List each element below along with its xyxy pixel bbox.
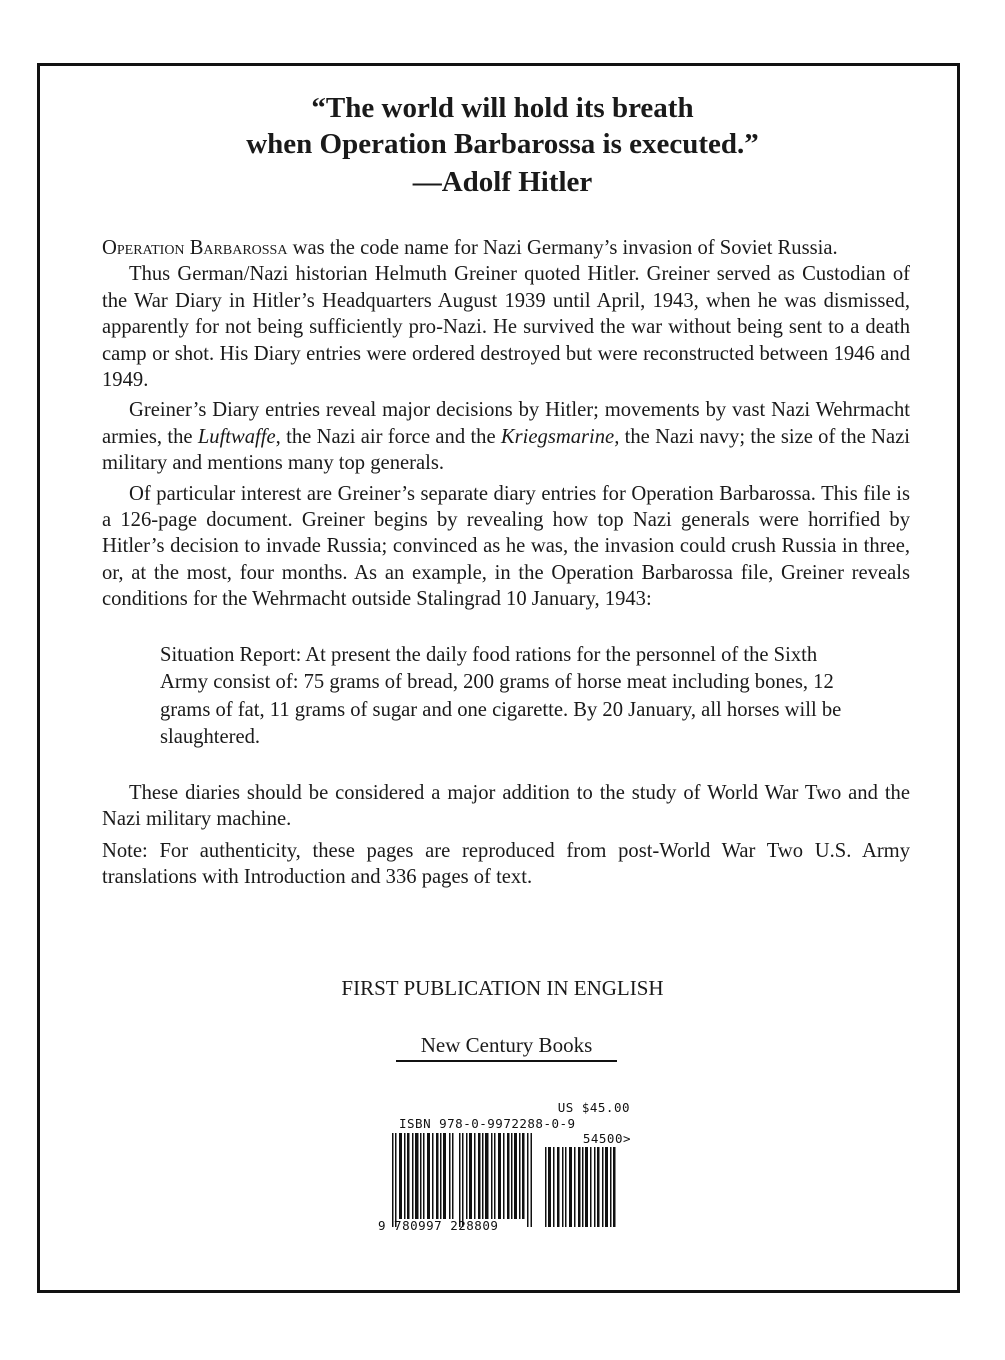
quote-line-1: “The world will hold its breath (311, 92, 694, 124)
description-body (102, 235, 910, 890)
luftwaffe-term: Luftwaffe (197, 425, 276, 448)
paragraph-intro (102, 235, 910, 261)
quote-line-2: when Operation Barbarossa is executed.” (246, 128, 759, 160)
first-publication-label: FIRST PUBLICATION IN ENGLISH (341, 976, 664, 1000)
situation-report-blockquote: Situation Report: At present the daily food rations for the personnel of the Sixth Army consist of: 75 grams of bread, 200 grams of horse meat including bones, 12 grams of fat, 11 grams of sugar and one cigarette. By 20 January, all horses will be slaughtered. (160, 643, 842, 749)
diary-text-b: , the Nazi air force and the (275, 425, 501, 448)
quote-attribution: —Adolf Hitler (412, 166, 593, 198)
barcode-addon-bars-icon (545, 1147, 617, 1227)
barcode-main-bars-icon (392, 1133, 533, 1227)
epigraph-quote (0, 90, 1005, 200)
operation-name-smallcaps: Operation Barbarossa (102, 237, 288, 259)
barcode-price: US $45.00 (557, 1100, 630, 1115)
barcode-isbn: ISBN 978-0-9972288-0-9 (399, 1116, 576, 1131)
paragraph-conclusion: These diaries should be considered a major addition to the study of World War Two and the Nazi military machine. (102, 781, 910, 831)
barcode-addon-code: 54500> (582, 1131, 631, 1146)
paragraph-greiner-background: Thus German/Nazi historian Helmuth Greiner quoted Hitler. Greiner served as Custodian of the War Diary in Hitler’s Headquarters August 1939 until April, 1943, when he was dismissed, apparently for not being sufficiently pro-Nazi. He survived the war without being sent to a death camp or shot. His Diary entries were ordered destroyed but were reconstructed between 1946 and 1949. (102, 263, 910, 392)
paragraph-barbarossa-file: Of particular interest are Greiner’s separate diary entries for Operation Barbarossa. This file is a 126-page document. Greiner begins by revealing how top Nazi generals were horrified by Hitler’s decision to invade Russia; convinced as he was, the invasion could crush Russia in three, or, at the most, four months. As an example, in the Operation Barbarossa file, Greiner reveals conditions for the Wehrmacht outside Stalingrad 10 January, 1943: (102, 482, 910, 611)
diary-text-a: Greiner’s Diary entries reveal major decisions by Hitler; movements by vast Nazi Wehrmacht armies, the (102, 399, 910, 448)
paragraph-diary-entries (102, 397, 910, 476)
kriegsmarine-term: Kriegsmarine, (500, 425, 620, 448)
paragraph-note: Note: For authenticity, these pages are reproduced from post-World War Two U.S. Army translations with Introduction and 336 pages of text. (102, 839, 910, 888)
barcode-digits: 9 780997 228809 (378, 1218, 499, 1233)
publisher-name: New Century Books (396, 1032, 617, 1062)
isbn-barcode (378, 1100, 638, 1240)
diary-text-c: the Nazi navy; the size of the Nazi military and mentions many top generals. (102, 425, 910, 475)
intro-text: was the code name for Nazi Germany’s invasion of Soviet Russia. (287, 237, 838, 259)
